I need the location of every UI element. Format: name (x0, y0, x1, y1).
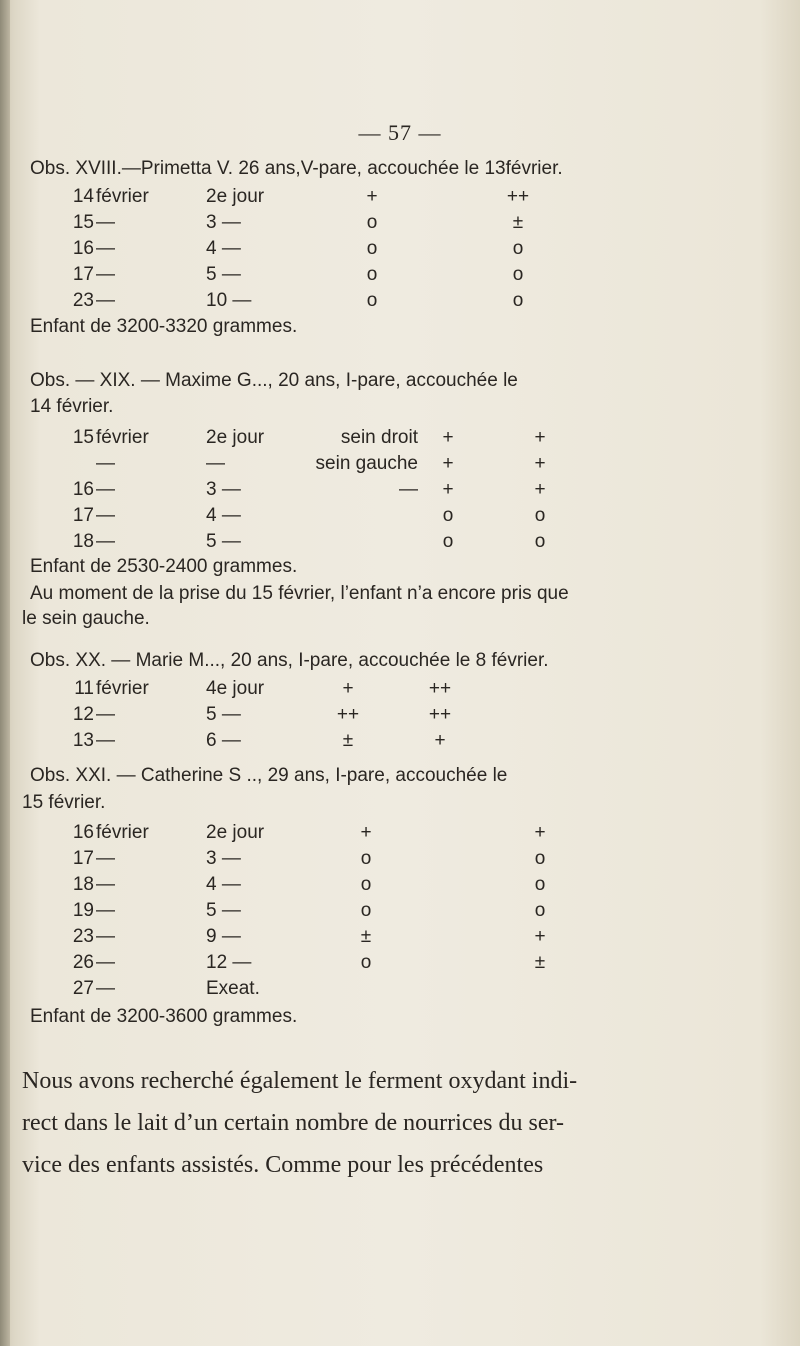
row-result-2: ++ (428, 678, 452, 699)
row-day: 5 — (206, 531, 241, 552)
table-row (0, 704, 800, 730)
table-row (0, 678, 800, 704)
row-day: 4 — (206, 505, 241, 526)
obs18-header: Obs. XVIII.—Primetta V. 26 ans,V-pare, accouchée le 13février. (30, 158, 563, 179)
row-date: 16 (72, 238, 94, 259)
row-result-2: o (512, 290, 524, 311)
row-result-2: + (534, 822, 546, 843)
row-date: 16 (72, 822, 94, 843)
row-day: 10 — (206, 290, 252, 311)
row-day: 5 — (206, 900, 241, 921)
row-breast-side: sein gauche (315, 453, 418, 474)
row-date: 27 (72, 978, 94, 999)
row-result-2: o (534, 505, 546, 526)
table-row (0, 926, 800, 952)
row-result-1: ± (342, 730, 354, 751)
row-result-2: o (534, 874, 546, 895)
page-number: — 57 — (358, 120, 442, 145)
obs21-footer: Enfant de 3200-3600 grammes. (30, 1006, 298, 1027)
row-date: 14 (72, 186, 94, 207)
row-date: 16 (72, 479, 94, 500)
row-result-1: o (360, 848, 372, 869)
obs19-footer: Enfant de 2530-2400 grammes. (30, 556, 298, 577)
row-day: — (206, 453, 225, 474)
row-day: 2e jour (206, 822, 265, 843)
row-result-2: + (534, 479, 546, 500)
row-result-2: ± (534, 952, 546, 973)
table-row (0, 186, 800, 212)
row-date: 18 (72, 531, 94, 552)
row-month: — (96, 704, 115, 725)
row-date: 13 (72, 730, 94, 751)
table-row (0, 900, 800, 926)
row-result-2: o (534, 848, 546, 869)
row-day: 12 — (206, 952, 252, 973)
row-month: — (96, 238, 115, 259)
row-result-1: o (366, 212, 378, 233)
row-result-2: o (534, 900, 546, 921)
row-day: 2e jour (206, 427, 265, 448)
row-day: Exeat. (206, 978, 260, 999)
table-row (0, 874, 800, 900)
table-row (0, 978, 800, 1004)
row-result-2: ++ (506, 186, 530, 207)
row-month: février (96, 427, 149, 448)
table-row (0, 505, 800, 531)
row-day: 6 — (206, 730, 241, 751)
table-row (0, 730, 800, 756)
table-row (0, 848, 800, 874)
row-result-1: o (366, 290, 378, 311)
row-date: 19 (72, 900, 94, 921)
obs20-header: Obs. XX. — Marie M..., 20 ans, I-pare, accouchée le 8 février. (30, 650, 549, 671)
row-month: — (96, 479, 115, 500)
row-result-1: + (442, 427, 454, 448)
row-breast-side: sein droit (340, 427, 418, 448)
obs19-header-line1: Obs. — XIX. — Maxime G..., 20 ans, I-pare, accouchée le (30, 370, 518, 391)
row-month: — (96, 290, 115, 311)
row-day: 3 — (206, 848, 241, 869)
row-result-1: o (360, 874, 372, 895)
paragraph-line-2: rect dans le lait d’un certain nombre de nourrices du ser- (22, 1110, 564, 1136)
row-result-2: ++ (428, 704, 452, 725)
table-row (0, 453, 800, 479)
row-date: 11 (74, 678, 94, 699)
row-breast-side: — (399, 479, 418, 500)
row-day: 5 — (206, 264, 241, 285)
row-month: — (96, 926, 115, 947)
row-result-1: o (360, 900, 372, 921)
obs19-header-line2: 14 février. (30, 396, 114, 417)
row-date: 23 (72, 290, 94, 311)
row-result-1: + (442, 479, 454, 500)
row-day: 5 — (206, 704, 241, 725)
row-date: 18 (72, 874, 94, 895)
row-month: février (96, 678, 149, 699)
table-row (0, 238, 800, 264)
table-row (0, 822, 800, 848)
row-result-2: + (434, 730, 446, 751)
obs19-note-line1: Au moment de la prise du 15 février, l’enfant n’a encore pris que (30, 583, 569, 604)
paragraph-line-1: Nous avons recherché également le ferment oxydant indi- (22, 1068, 578, 1094)
row-day: 4 — (206, 238, 241, 259)
row-day: 9 — (206, 926, 241, 947)
row-result-2: o (534, 531, 546, 552)
row-month: — (96, 952, 115, 973)
row-day: 4 — (206, 874, 241, 895)
obs21-header-line2: 15 février. (22, 792, 106, 813)
row-result-1: o (442, 531, 454, 552)
table-row (0, 531, 800, 557)
row-month: — (96, 264, 115, 285)
row-result-2: o (512, 238, 524, 259)
row-date: 15 (72, 427, 94, 448)
row-date: 15 (72, 212, 94, 233)
obs19-note-line2: le sein gauche. (22, 608, 150, 629)
row-date: 26 (72, 952, 94, 973)
row-result-1: o (366, 238, 378, 259)
row-date: 23 (72, 926, 94, 947)
row-result-1: + (342, 678, 354, 699)
row-month: — (96, 900, 115, 921)
table-row (0, 290, 800, 316)
row-month: — (96, 848, 115, 869)
row-result-1: ++ (336, 704, 360, 725)
body-paragraph (22, 1060, 782, 1186)
row-date: 17 (72, 264, 94, 285)
row-date: 17 (72, 505, 94, 526)
obs21-header-line1: Obs. XXI. — Catherine S .., 29 ans, I-pare, accouchée le (30, 765, 508, 786)
row-result-2: ± (512, 212, 524, 233)
row-day: 2e jour (206, 186, 265, 207)
table-row (0, 952, 800, 978)
table-row (0, 212, 800, 238)
row-result-1: o (442, 505, 454, 526)
table-row (0, 264, 800, 290)
row-result-2: + (534, 427, 546, 448)
row-month: — (96, 212, 115, 233)
obs18-footer: Enfant de 3200-3320 grammes. (30, 316, 298, 337)
row-result-1: + (366, 186, 378, 207)
row-result-2: o (512, 264, 524, 285)
row-date: 17 (72, 848, 94, 869)
row-date: 12 (72, 704, 94, 725)
row-day: 3 — (206, 212, 241, 233)
table-row (0, 427, 800, 453)
paragraph-line-3: vice des enfants assistés. Comme pour les précédentes (22, 1152, 544, 1178)
row-month: — (96, 505, 115, 526)
row-result-1: + (442, 453, 454, 474)
row-month: février (96, 186, 149, 207)
row-month: — (96, 453, 115, 474)
row-day: 3 — (206, 479, 241, 500)
row-result-1: o (366, 264, 378, 285)
row-month: — (96, 730, 115, 751)
row-month: février (96, 822, 149, 843)
table-row (0, 479, 800, 505)
row-result-1: + (360, 822, 372, 843)
row-month: — (96, 531, 115, 552)
row-result-2: + (534, 453, 546, 474)
row-month: — (96, 874, 115, 895)
row-result-1: ± (360, 926, 372, 947)
row-month: — (96, 978, 115, 999)
row-day: 4e jour (206, 678, 265, 699)
row-result-2: + (534, 926, 546, 947)
row-result-1: o (360, 952, 372, 973)
